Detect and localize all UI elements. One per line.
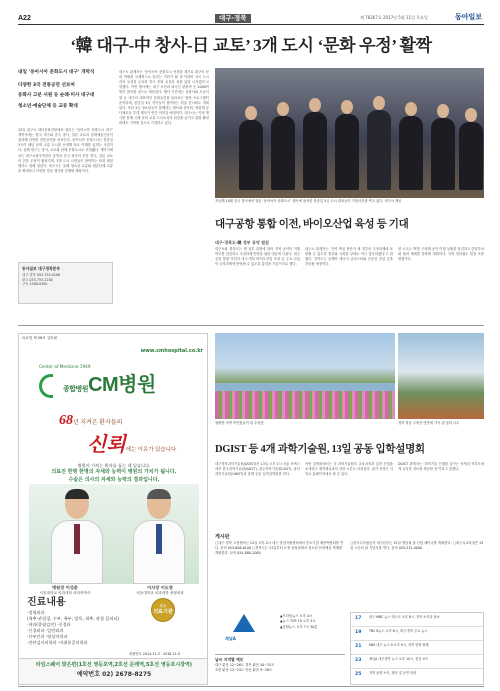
- photo-person: [431, 118, 455, 190]
- issue-date: 제 78267호 2017년 5월 11일 목요일: [360, 15, 428, 20]
- ad-section-title: 진료내용: [27, 597, 66, 608]
- tv-guide-row: 19 TBC 8뉴스 오후 8시, 대구·경북 주요 뉴스: [351, 627, 483, 641]
- certification-seal-icon: 우수 의료기관: [151, 598, 175, 622]
- dgist-article-col2: 이번 설명회에서는 각 과학기술원의 교육과정과 입학 전형을 소개하고 재학생들과의 상담 시간도 마련된다. 참가 신청은 각 학교 홈페이지에서 할 수 있다.: [305, 462, 393, 477]
- mountain-photo-caption: 경북 청송 주왕산 연못에 가득 핀 꽃과 나무: [398, 421, 460, 425]
- section-label: 대구·경북: [215, 14, 251, 23]
- tv-guide-table: [350, 612, 484, 685]
- photo-person: [367, 110, 391, 190]
- dgist-article-col3: DGIST 관계자는 ‘과학기술 인재를 꿈꾸는 학생과 학부모에게 유익한 정보를 제공할 것’이라고 말했다.: [398, 462, 484, 472]
- contact-row: 광고 053-755-2200: [22, 277, 53, 282]
- header-divider: [18, 24, 484, 25]
- ad-phone: 예약번호 02) 2678-8275: [76, 670, 152, 678]
- dgist-article-col1: 대구경북과학기술원(DGIST)은 13일 오후 1시 서울 코엑스에서 한국과학기술원(KAIST), 광주과학기술원(GIST), 울산과학기술원(UNIST)과 함께 공동 입학설명회를 연다.: [215, 462, 300, 477]
- contact-title: 동아일보 대구경북본부: [22, 266, 60, 271]
- tv-guide-row: 21 KBS 대구 뉴스 9 오후 9시, 지역 현장 취재: [351, 641, 483, 655]
- contact-row: 구독 1588-0300: [22, 282, 48, 286]
- ad-tagline-1: 68년 지켜온 환자들의: [59, 413, 123, 428]
- photo-person: [459, 122, 483, 190]
- dgist-headline: DGIST 등 4개 과학기술원, 13일 공동 입학설명회: [215, 444, 425, 455]
- doctor-right: [133, 489, 185, 584]
- weather-info: 대구 맑음 12~26도 경북 맑음 10~25도 포항 맑음 13~24도 안동 맑음 9~26도: [215, 663, 275, 673]
- ad-approval-text: 의료법 제 56조 심의필: [22, 336, 57, 340]
- lead-article-text: 12일 대구시 대덕문화전당에서 열리는 ‘동아시아 문화도시 대구’ 개막식에는 한국 대구와 중국 창사, 일본 교토의 문화예술인들이 참석해 다양한 전통공연을 선보인다. 동아시아 문화도시는 한중일 3국이 매년 문화 교류 도시를 선정해 상호 이해를 넓히는 사업이다. 올해 대구는 창사, 교토와 함께 문화도시로 선정됐다. 개막식에서는 대구시립국악단의 공연과 중국 창사의 전통 경극, 일본 교토의 전통 무용이 펼쳐지며, 3개 도시 시민들이 참여하는 문화 체험 행사도 함께 열린다. 대구시는 올해 청소년 교류와 예술단체 교류를 확대하고 다양한 학술 행사를 진행할 계획이다.: [18, 128, 113, 173]
- hospital-advertisement: [18, 333, 208, 685]
- photo-person: [303, 112, 327, 190]
- airport-article-col2: 대구시 관계자는 ‘지역 핵심 현안이 새 정부의 국정과제에 포함될 수 있도록 정부와 국회를 상대로 적극 설득하겠다’고 밝혔다. 경북도는 동해안 에너지 클러스터와 신공항 건설 등을 건의할 예정이다.: [305, 247, 393, 267]
- airport-article-col1: 대구시와 경북도는 새 정부 출범에 따라 지역 공약의 이행 여부를 점검하고 국정과제 반영을 위한 대응에 나섰다. 대구공항 통합 이전과 대구·경북 바이오산업 육성 등 주요 사업이 국정과제에 반영될 수 있도록 총력을 기울이기로 했다.: [215, 247, 300, 267]
- ad-cert-number: 회원번호 2014-11-5 · 2018-11-5: [129, 652, 181, 656]
- airport-byline: 대구·경북도-韓 정부 공약 점검: [215, 240, 269, 245]
- hospital-name: 종합병원CM병원: [63, 374, 156, 396]
- weather-title: 날씨 지역별 예보: [215, 654, 345, 662]
- doctor-left-caption: 병원장 이성춘 서울대학교 의과대학 외과학박사: [39, 585, 91, 596]
- ad-message: 병원의 가치는 환자를 돕는 데 있습니다. 의료진 한명 한명의 자세와 능력이 병원의 가치가 됩니다. 수술은 의사의 자세와 능력의 결과입니다.: [51, 463, 177, 483]
- notice-right: □한국수자원공사 대구본부는 12일 영남권 물 산업 세미나를 개최한다. □대구시교육청은 15일 스승의 날 기념식을 연다. 문의 053-231-0000: [350, 541, 484, 551]
- contact-row: 대구·경북 053-755-0186: [22, 273, 61, 278]
- newspaper-logo: 동아일보: [455, 13, 483, 21]
- subhead-2: 다양한 3국 전통공연 선보여: [18, 83, 75, 89]
- notice-left: □대구 경북 고용센터는 12일 오후 2시 대구 창업지원센터에서 중소기업 채용박람회를 연다. 문의 053-606-6100 □경북도는 11일부터 도청 동락관에서 청소년 문화예술 축제를 개최한다. 문의 054-880-2000: [215, 541, 344, 556]
- photo-caption: 지난해 10월 중국 창사에서 열린 ‘동아시아 문화도시’ 행사에 참석한 한중일 3국 도시 대표들이 기념사진을 찍고 있다. 대구시 제공: [215, 199, 402, 203]
- ad-url[interactable]: www.cmhospital.co.kr: [140, 348, 203, 354]
- page-number: A22: [18, 15, 31, 22]
- department-list: ·정형외과 (척추·관절경, 수부, 족부, 발목, 척추, 관절 클리닉) ·내과(종합검진) ·신경과 ·신경외과 ·일반외과 ·산부인과 ·영상의학과 ·진단검사의학과 ·마취통증의학과: [27, 610, 120, 646]
- doctor-right-caption: 이사장 이도영 서울대학교 의과대학 정형외과: [136, 585, 184, 596]
- subheads: [18, 70, 108, 114]
- subhead-1: 내일 ‘동아시아 문화도시 대구’ 개막식: [18, 70, 95, 75]
- section-divider: [18, 325, 484, 326]
- main-headline: ‘韓 대구-中 창사-日 교토’ 3개 도시 ‘문화 우정’ 활짝: [70, 36, 432, 55]
- ad-center-label: Center of Medicine 1949: [39, 364, 91, 369]
- subhead-4: 청소년·예술단체 등 교류 확대: [18, 103, 78, 109]
- ad-contact-bar: [19, 658, 208, 685]
- doctors-photo: [29, 484, 199, 584]
- airport-headline: 대구공항 통합 이전, 바이오산업 육성 등 기대: [215, 219, 409, 230]
- ceremony-photo: [215, 68, 484, 198]
- tv-guide-row: 23 채널A 대구경북 뉴스 오후 10시, 심층 보도: [351, 655, 483, 669]
- mountain-photo: [398, 333, 484, 419]
- photo-person: [271, 116, 295, 190]
- lake-flower-photo: [215, 333, 395, 419]
- tv-guide-row: 25 지역 문화 소식, 행사 및 공연 안내: [355, 671, 417, 677]
- doctor-left: [51, 489, 103, 584]
- tv-guide-row: 17 대구 MBC 뉴스 데스크 오후 8시, 지역 소식과 날씨: [351, 613, 483, 627]
- photo-person: [335, 114, 359, 190]
- contact-box: [18, 262, 113, 304]
- hospital-logo-icon: [37, 372, 59, 400]
- photo-person: [399, 116, 423, 190]
- airport-article-col3: 양 시도는 TF를 구성해 공약 이행 상황을 점검하고 중앙부처와 협력 체계를 강화할 계획이다. 지역 정치권도 힘을 모을 방침이다.: [398, 247, 484, 262]
- ad-tagline-2: 신뢰에는 이유가 있습니다: [87, 434, 177, 456]
- footer-divider: [18, 686, 484, 687]
- notice-title: 게시판: [215, 534, 230, 540]
- ad-address: 타임스퀘어 맞은편(1호선 영등포역,2호선 문래역,5호선 영등포시장역): [35, 662, 193, 668]
- photo-person: [239, 120, 263, 190]
- channel-a-logo-icon: 채널A: [225, 614, 265, 650]
- lake-photo-caption: 청량한 자색 목단꽃들이 핀 수성못: [215, 421, 264, 425]
- lead-article-text-col2: 대구시 관계자는 ‘동아시아 문화도시 선정을 계기로 대구의 문화 역량을 국제적으로 알리는 기회가 될 것’이라며 ‘3국 도시 간의 우정을 돈독히 하고 문화 교류의 폭을 넓혀 나가겠다’고 말했다. 이번 행사에는 대구 시민과 외국인 관광객 등 2000여 명이 참석할 것으로 예상된다. 행사 기간에는 동화사와 도동서원 등 대구의 대표적인 문화유산을 둘러보는 탐방 프로그램이 운영되며, 한중일 3국 작가들이 참여하는 미술 전시회도 개최된다. 또한 3국 청소년들이 함께하는 캠프와 음악회, 영화제 등 다채로운 부대 행사가 연중 이어질 예정이다. 대구시는 이번 행사를 통해 국제 문화 교류 도시로서의 위상을 높이고 관광 활성화에도 기여할 것으로 기대하고 있다.: [119, 70, 209, 126]
- tv-schedule: ▲프라임뉴스 오후 4시 ▲뉴스 TOP 10 오후 5시 ▲종합뉴스 오후 7시 30분: [280, 614, 318, 629]
- subhead-3: 동화사 고분 서원 등 순례·미사 대구대: [18, 93, 95, 99]
